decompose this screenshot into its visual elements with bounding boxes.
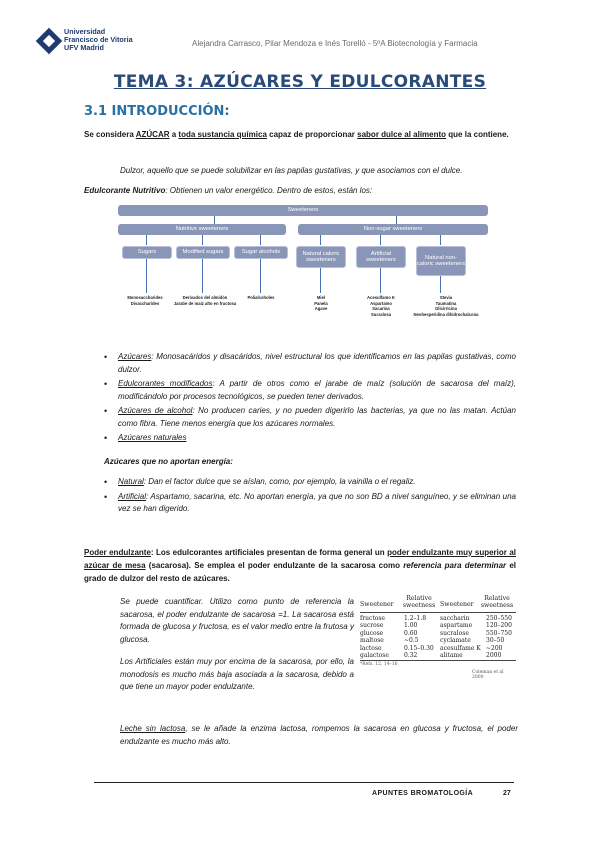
diagram-list-artificial: Acesulfamo K Aspartamo Sacarina Sucralosa — [367, 295, 395, 317]
lactosa-label: Leche sin lactosa — [120, 724, 186, 733]
no-energy-title: Azúcares que no aportan energía — [104, 457, 231, 466]
dulzor-definition: Dulzor, aquello que se puede solubilizar en las papilas gustativas, y que asociamos con el dulce. — [120, 166, 463, 175]
diagram-list-modified: Derivados del almidón Jarabe de maíz alto en fructosa — [173, 295, 237, 306]
bullet-text: : A partir de otros como el jarabe de maíz (solución de sacarosa del maíz), modificándolo por procesos tecnológicos, se pueden tener derivados. — [118, 379, 516, 401]
list-item — [118, 351, 516, 376]
diagram-root: Sweeteners — [118, 205, 488, 216]
no-energy-heading — [104, 455, 536, 468]
diagram-leaf-natural-noncaloric: Natural non-caloric sweeteners — [416, 246, 466, 276]
bullet-label: Azúcares de alcohol — [118, 406, 193, 415]
table-header: Relative sweetness — [480, 595, 514, 609]
footer-title: APUNTES BROMATOLOGÍA — [372, 790, 474, 797]
footer-rule — [94, 782, 514, 783]
diagram-connector — [146, 235, 147, 245]
diagram-connector — [202, 235, 203, 245]
list-item — [118, 405, 516, 430]
list-item — [118, 432, 516, 445]
nutritivo-label: Edulcorante Nutritivo — [84, 186, 166, 195]
list-item — [118, 378, 516, 403]
diagram-connector — [320, 268, 321, 293]
diagram-connector — [202, 259, 203, 293]
bullet-text: : Dan el factor dulce que se aíslan, como, por ejemplo, la vainilla o el regaliz. — [143, 477, 416, 486]
sweetness-table — [360, 596, 516, 680]
poder-label: Poder endulzante — [84, 548, 151, 557]
diagram-connector — [260, 259, 261, 293]
diagram-nonsugar: Non-sugar sweeteners — [298, 224, 488, 235]
poder-text: : Los edulcorantes artificiales presentan de forma general un — [150, 548, 388, 557]
university-logo — [36, 26, 144, 58]
table-header: Relative sweetness — [402, 595, 436, 609]
page-number: 27 — [503, 790, 511, 797]
diagram-connector — [320, 235, 321, 245]
term-sustancia: toda sustancia química — [178, 130, 267, 139]
table-column: 250–550 120–200 550–750 30–50 ~200 2000 — [486, 615, 512, 660]
table-column: saccharin aspartame sucralose cyclamate acesulfame K alitame — [440, 615, 481, 660]
lactosa-paragraph — [120, 723, 518, 748]
diagram-list-natural-caloric: Miel Panela Agave — [314, 295, 328, 311]
diagram-leaf-sugars: Sugars — [122, 246, 172, 259]
diagram-leaf-artificial: Artificial sweeteners — [356, 246, 406, 268]
bullet-label: Azúcares naturales — [118, 433, 187, 442]
poder-highlight: poder endulzante muy superior al azúcar de mesa — [84, 548, 516, 570]
diagram-connector — [440, 235, 441, 245]
bullet-text: : No producen caries, y no pueden digerirlo las bacterias, ya que no las matan. Actúan como fibra. Tiene menos energía que los azúcares normales. — [118, 406, 516, 428]
term-azucar: AZÚCAR — [135, 130, 170, 139]
table-header: Sweetener — [440, 601, 474, 608]
table-rule — [360, 612, 516, 613]
diagram-connector — [380, 235, 381, 245]
lactosa-text: , se le añade la enzima lactosa, rompemos la sacarosa en glucosa y fructosa, el poder endulzante es mucho más alto. — [120, 724, 518, 746]
poder-text: (sacarosa). Se emplea el poder endulzante de la sacarosa como — [145, 561, 404, 570]
intro-text: que la contiene. — [446, 130, 509, 139]
section-heading: 3.1 INTRODUCCIÓN: — [84, 104, 230, 119]
table-column: fructose sucrose glucose maltose lactose galactose — [360, 615, 389, 660]
diagram-connector — [396, 216, 397, 224]
cuantificar-paragraph: Se puede cuantificar. Utilizo como punto de referencia la sacarosa, el poder endulzante de sacarosa =1. La sacarosa está formada de glucosa y fructosa, es el valor medio entre la frutosa y glucosa. — [120, 597, 354, 644]
bullet-label: Edulcorantes modificados — [118, 379, 213, 388]
diagram-list-alcohols: Polialcoholes — [247, 295, 275, 300]
term-sabor: sabor dulce al alimento — [357, 130, 447, 139]
artificiales-paragraph: Los Artificiales están muy por encima de la sacarosa, por ello, la monodosis es mucho más baja asociada a la sacarosa, debido a que tiene un mayor poder endulzante. — [120, 657, 354, 691]
poder-text: el grado de dulzor del resto de azúcares. — [84, 561, 517, 583]
intro-text: capaz de proporcionar — [266, 130, 358, 139]
no-energy-list — [118, 476, 516, 518]
bullet-label: Artificial — [118, 491, 147, 501]
diagram-connector — [214, 216, 215, 224]
nutritivo-paragraph — [84, 184, 516, 197]
poder-endulzante-paragraph — [84, 546, 516, 585]
sweeteners-diagram — [114, 205, 492, 335]
table-rule — [360, 660, 516, 661]
diagram-connector — [260, 235, 261, 245]
diagram-leaf-alcohols: Sugar alcohols — [234, 246, 288, 259]
nutritivo-text: : Obtienen un valor energético. Dentro de estos, están los: — [165, 186, 373, 195]
diagram-connector — [380, 268, 381, 293]
list-item — [118, 491, 516, 516]
table-source: Coleman et al 2000 — [472, 670, 504, 680]
poder-reference: referencia para determinar — [403, 561, 507, 570]
intro-text: Se considera — [84, 130, 136, 139]
intro-paragraph — [84, 128, 516, 141]
diagram-list-sugars: Monosaccharides Disaccharides — [127, 295, 163, 306]
logo-icon — [36, 28, 62, 54]
bullet-label: Natural — [118, 477, 144, 486]
bullet-text: : Monosacáridos y disacáridos, nivel estructural los que identificamos en las papilas gustativas, como dulzor. — [118, 352, 516, 374]
diagram-leaf-modified: Modified sugars — [176, 246, 230, 259]
table-refs: *Refs. 12, 14–16 — [360, 662, 398, 667]
diagram-connector — [146, 259, 147, 293]
header-authors: Alejandra Carrasco, Pilar Mendoza e Inés Torelló - 5ºA Biotecnología y Farmacia — [192, 39, 478, 48]
bullet-label: Azúcares — [118, 352, 152, 361]
diagram-connector — [440, 276, 441, 293]
diagram-leaf-natural-caloric: Natural caloric sweeteners — [296, 246, 346, 268]
bullet-text: : Aspartamo, sacarina, etc. No aportan energía, ya que no son BD a nivel sanguíneo, y se eliminan una vez se han digerido. — [118, 491, 516, 513]
table-header: Sweetener — [360, 601, 394, 608]
list-item — [118, 476, 516, 489]
table-column: 1.2–1.8 1.00 0.60 ~0.5 0.15–0.30 0.32 — [404, 615, 434, 660]
diagram-nutritive: Nutritive sweeteners — [118, 224, 286, 235]
intro-text: a — [169, 130, 179, 139]
diagram-list-natural-noncaloric: Stevia Taumatina Glicirricina Neohesperidina dihidrochalcona — [413, 295, 479, 317]
page-header — [36, 26, 566, 62]
no-energy-colon: : — [230, 457, 233, 466]
logo-text: Universidad Francisco de Vitoria UFV Madrid — [64, 27, 133, 52]
page-title: TEMA 3: AZÚCARES Y EDULCORANTES — [113, 72, 487, 92]
sugar-types-list — [118, 351, 516, 447]
